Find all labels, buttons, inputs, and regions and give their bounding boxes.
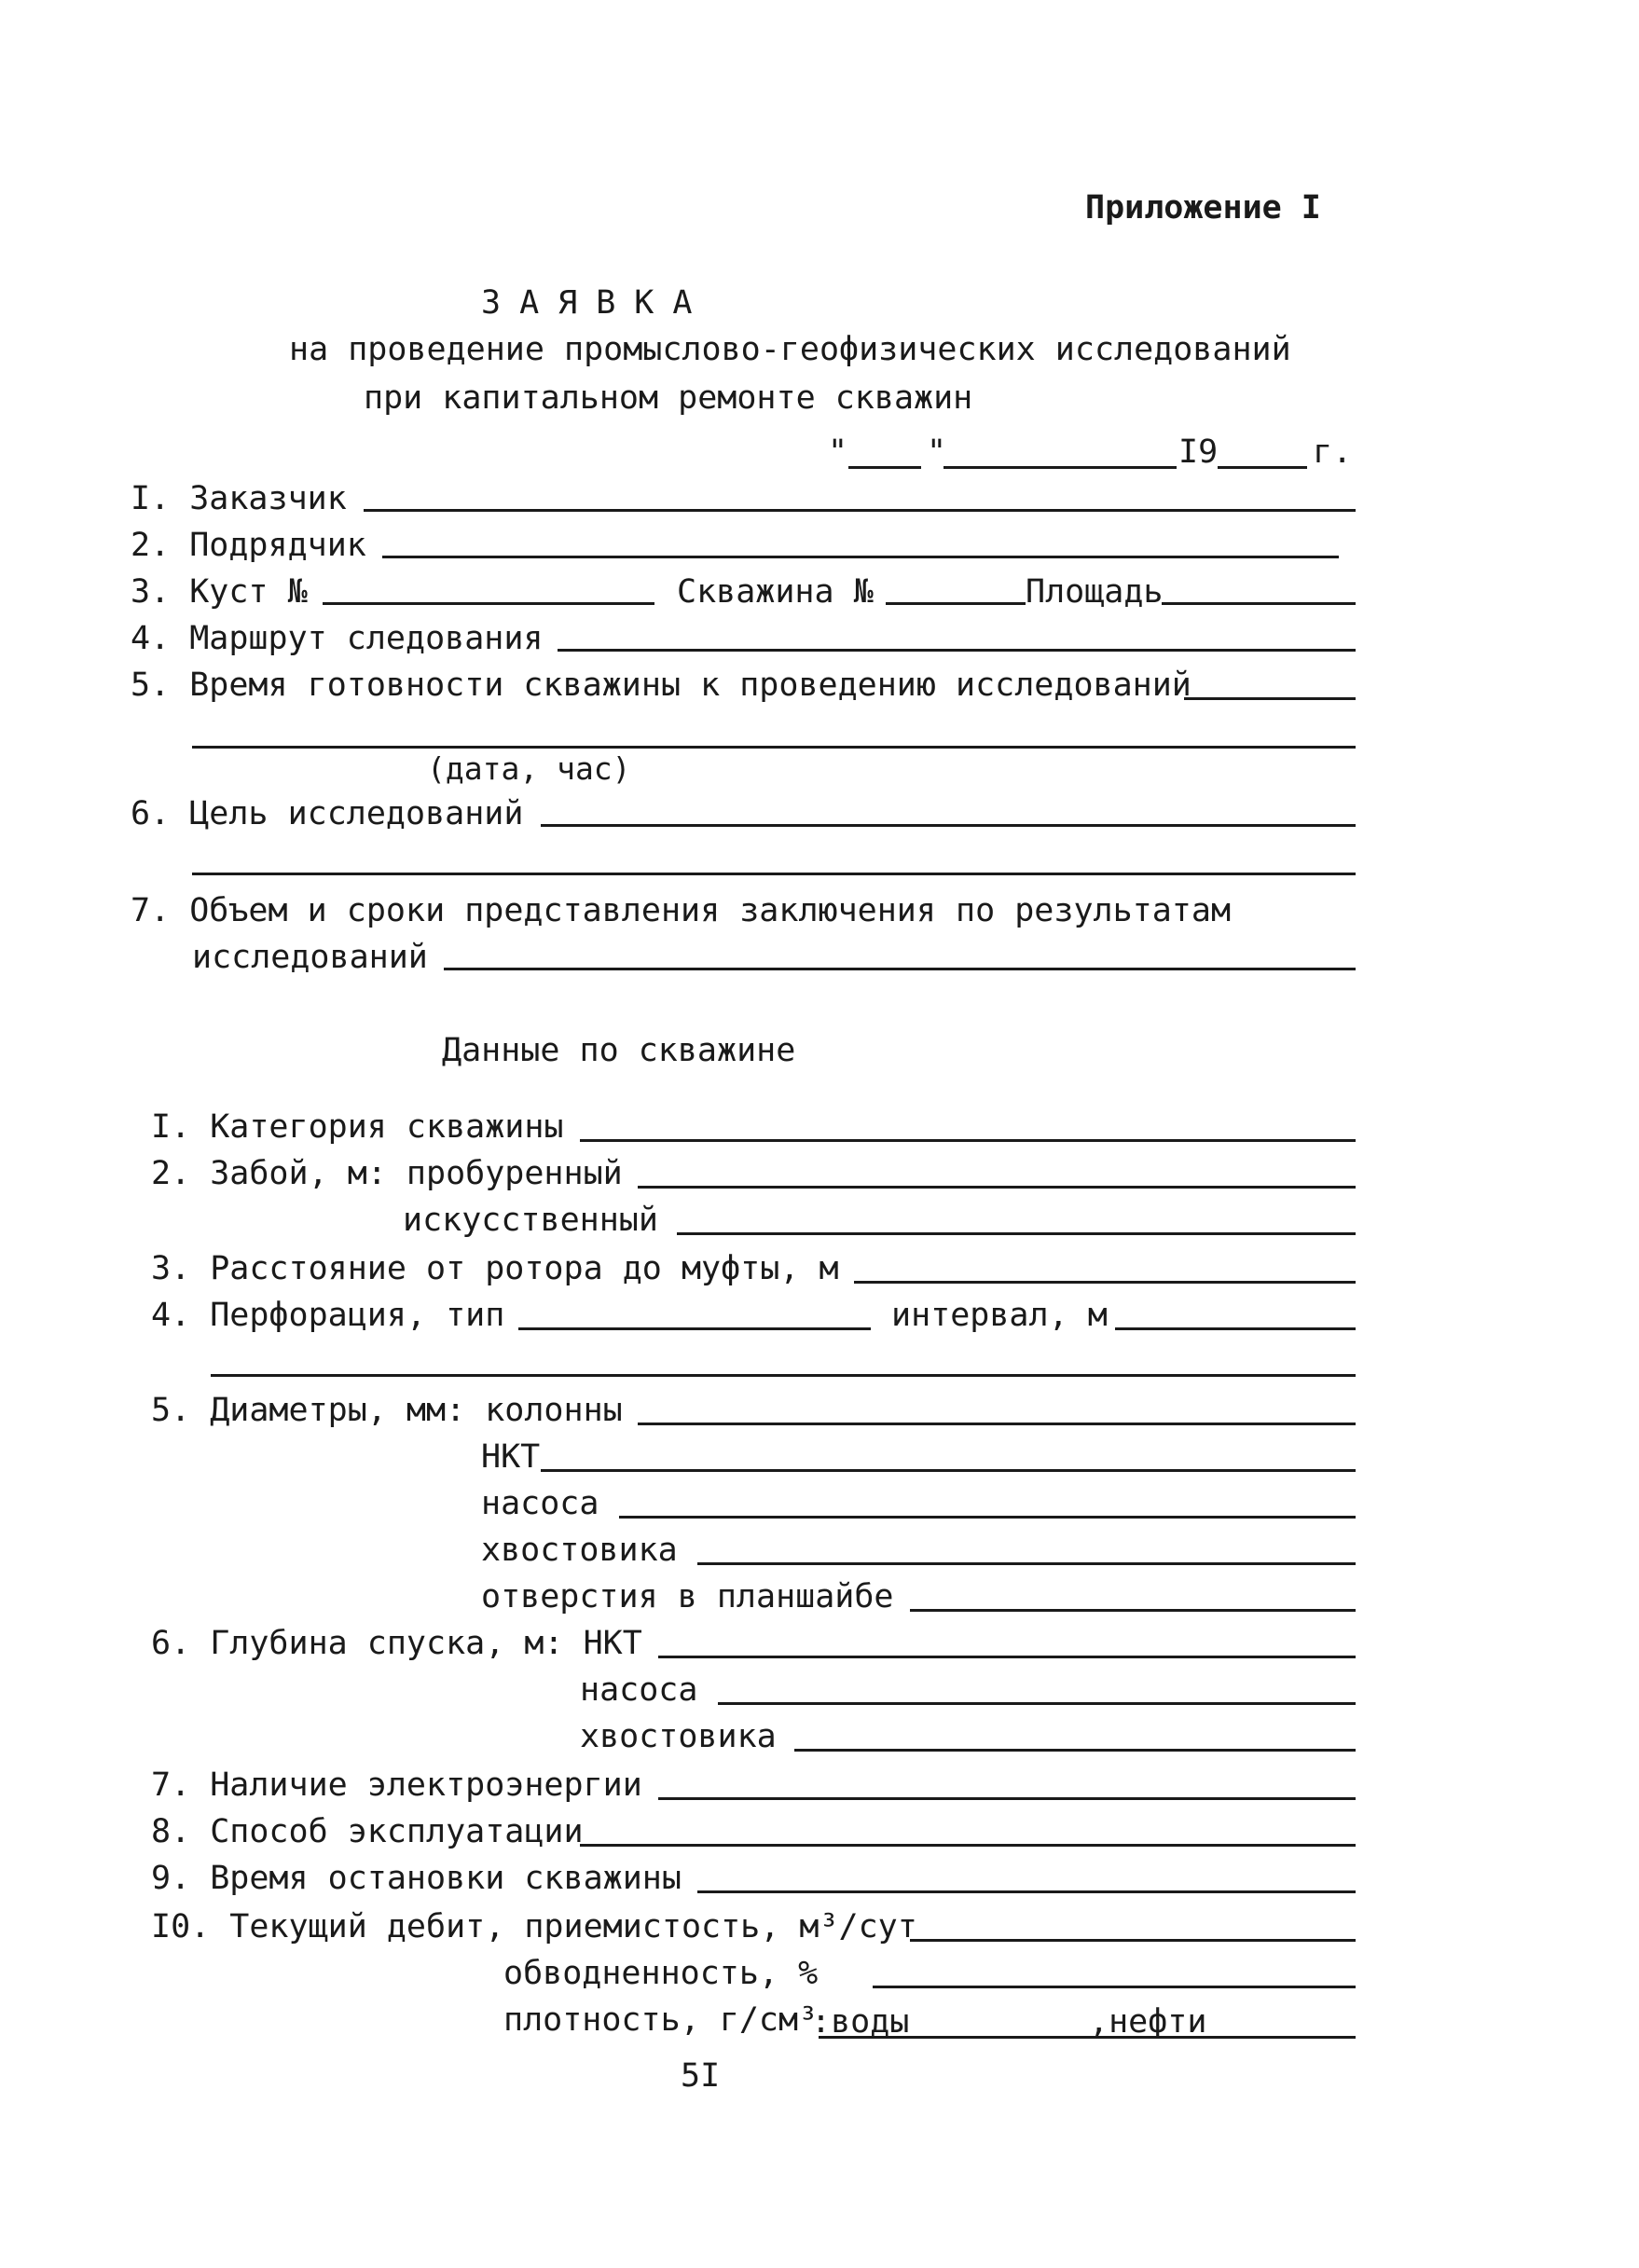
density-field[interactable]	[819, 2036, 1356, 2039]
date-year-suffix: г.	[1313, 433, 1353, 471]
flow-rate-field[interactable]	[910, 1939, 1356, 1942]
density-water-label: :воды	[811, 2003, 910, 2041]
diameter-tail-field[interactable]	[697, 1562, 1356, 1565]
date-quote-open: "	[828, 433, 848, 471]
report-terms-field[interactable]	[444, 968, 1356, 970]
diameter-tubing-label: НКТ	[481, 1438, 541, 1476]
date-month-field[interactable]	[943, 466, 1177, 469]
readiness-field[interactable]	[1184, 697, 1356, 700]
shutdown-time-field[interactable]	[697, 1890, 1356, 1893]
date-year-field[interactable]	[1218, 466, 1307, 469]
bush-label: 3. Куст №	[131, 573, 308, 611]
contractor-label: 2. Подрядчик	[131, 527, 366, 564]
water-cut-label: обводненность, %	[503, 1955, 819, 1992]
readiness-hint: (дата, час)	[427, 750, 631, 787]
date-quote-close: "	[927, 433, 947, 471]
depth-tail-field[interactable]	[794, 1749, 1356, 1752]
area-field[interactable]	[1162, 602, 1356, 605]
well-category-label: I. Категория скважины	[151, 1108, 564, 1146]
form-subtitle-line-1: на проведение промыслово-геофизических исследований	[289, 331, 1291, 368]
shutdown-time-label: 9. Время остановки скважины	[151, 1860, 682, 1897]
density-label: плотность, г/см³	[503, 2001, 819, 2039]
perforation-type-field[interactable]	[518, 1327, 871, 1330]
date-year-prefix: I9	[1178, 433, 1219, 471]
readiness-label: 5. Время готовности скважины к проведению исследований	[131, 667, 1191, 704]
rotor-distance-label: 3. Расстояние от ротора до муфты, м	[151, 1250, 839, 1287]
depth-tubing-field[interactable]	[658, 1656, 1356, 1658]
well-data-heading: Данные по скважине	[442, 1032, 796, 1069]
operation-method-field[interactable]	[580, 1844, 1356, 1847]
perforation-interval-field[interactable]	[1115, 1327, 1356, 1330]
diameter-casing-label: 5. Диаметры, мм: колонны	[151, 1392, 623, 1429]
perforation-interval-label: интервал, м	[891, 1297, 1108, 1334]
rotor-distance-field[interactable]	[854, 1281, 1356, 1284]
route-label: 4. Маршрут следования	[131, 620, 544, 657]
bottomhole-artificial-field[interactable]	[677, 1232, 1356, 1235]
water-cut-field[interactable]	[873, 1986, 1356, 1988]
diameter-hole-label: отверстия в планшайбе	[481, 1578, 894, 1615]
readiness-field-line-2[interactable]	[192, 746, 1356, 749]
route-field[interactable]	[558, 649, 1356, 652]
depth-tubing-label: 6. Глубина спуска, м: НКТ	[151, 1625, 642, 1662]
report-terms-label-line-2: исследований	[192, 939, 428, 976]
depth-pump-field[interactable]	[718, 1702, 1356, 1705]
diameter-tubing-field[interactable]	[541, 1469, 1356, 1472]
diameter-casing-field[interactable]	[638, 1423, 1356, 1425]
contractor-field[interactable]	[382, 556, 1339, 558]
perforation-field-line-2[interactable]	[211, 1374, 1356, 1377]
perforation-type-label: 4. Перфорация, тип	[151, 1297, 505, 1334]
report-terms-label: 7. Объем и сроки представления заключения по результатам	[131, 892, 1232, 929]
electricity-field[interactable]	[658, 1797, 1356, 1800]
well-number-field[interactable]	[886, 602, 1026, 605]
well-category-field[interactable]	[580, 1139, 1356, 1142]
diameter-pump-label: насоса	[481, 1485, 599, 1522]
purpose-field-line-2[interactable]	[192, 873, 1356, 875]
date-day-field[interactable]	[848, 466, 921, 469]
bottomhole-artificial-label: искусственный	[403, 1202, 658, 1239]
diameter-tail-label: хвостовика	[481, 1532, 678, 1569]
bush-field[interactable]	[323, 602, 654, 605]
diameter-pump-field[interactable]	[619, 1516, 1356, 1519]
bottomhole-drilled-field[interactable]	[638, 1186, 1356, 1189]
electricity-label: 7. Наличие электроэнергии	[151, 1766, 642, 1804]
area-label: Площадь	[1026, 573, 1164, 611]
diameter-hole-field[interactable]	[910, 1609, 1356, 1612]
form-subtitle-line-2: при капитальном ремонте скважин	[364, 379, 973, 417]
purpose-field[interactable]	[541, 824, 1356, 827]
page-number: 5I	[681, 2057, 721, 2095]
density-oil-label: ,нефти	[1089, 2003, 1207, 2041]
flow-rate-label: I0. Текущий дебит, приемистость, м³/сут	[151, 1908, 917, 1945]
depth-pump-label: насоса	[580, 1671, 698, 1709]
operation-method-label: 8. Способ эксплуатации	[151, 1813, 584, 1850]
purpose-label: 6. Цель исследований	[131, 795, 524, 832]
bottomhole-drilled-label: 2. Забой, м: пробуренный	[151, 1155, 623, 1192]
customer-field[interactable]	[364, 509, 1356, 512]
depth-tail-label: хвостовика	[580, 1718, 777, 1755]
well-number-label: Скважина №	[677, 573, 874, 611]
customer-label: I. Заказчик	[131, 480, 347, 517]
form-title: ЗАЯВКА	[481, 284, 711, 322]
appendix-label: Приложение I	[1085, 189, 1321, 227]
